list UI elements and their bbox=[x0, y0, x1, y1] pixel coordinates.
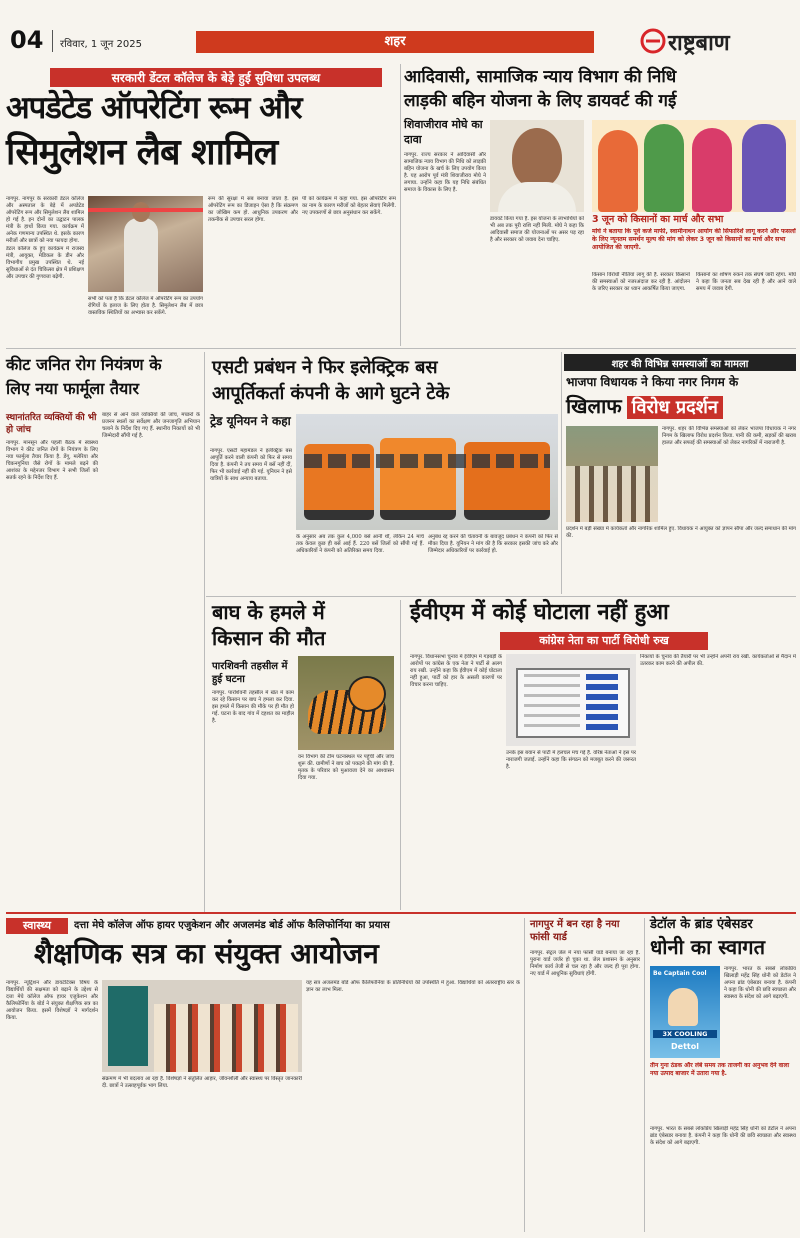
st-body-col3: अनुबंध रद्द करने की चेतावनी के बावजूद प्रबंधन ने कंपनी को फिर से मौका दिया है. यूनियन ने मांग की है कि सरकार इसकी जांच करे और जिम्मेदार अधिकारियों पर कार्रवाई हो. bbox=[428, 534, 558, 554]
divider-tiger bbox=[400, 600, 401, 910]
crowd bbox=[566, 466, 658, 522]
edu-group bbox=[154, 1004, 298, 1072]
dettol-ad-line: Be Captain Cool bbox=[653, 970, 707, 977]
edu-body-col2: संक्रमण में भी बदलाव आ रहा है. विशेषज्ञों ने संतुलित आहार, जीवनशैली और स्वास्थ्य पर विस्तृत जानकारी दी. छात्रों ने उत्साहपूर्वक भाग लिया. bbox=[102, 1076, 302, 1089]
divider-protest bbox=[561, 352, 562, 594]
dental-kicker-text: सरकारी डेंटल कॉलेज के बेड़े हुई सुविधा उपलब्ध bbox=[111, 71, 321, 85]
st-body-col2: के अनुसार अब तक कुल 4,000 बसें आनी थीं, लेकिन 24 मार्च तक केवल कुछ ही बसें आई हैं. 220 बसें जिलों को सौंपी गई हैं. अधिकारियों ने कंपनी को अतिरिक्त समय दिया. bbox=[296, 534, 424, 554]
dettol-body-2: नागपुर. भारत के सबसे लोकप्रिय खिलाड़ी महेंद्र सिंह धोनी को डेटॉल ने अपना ब्रांड एंबेसडर बनाया है. कंपनी ने कहा कि धोनी की छवि स्वच्छता और स्वास्थ्य के संदेश को आगे बढ़ाएगी. bbox=[650, 1126, 796, 1146]
women-illustration bbox=[592, 120, 796, 212]
tiger-headline-1: बाघ के हमले में bbox=[212, 600, 325, 624]
divider-row1 bbox=[6, 348, 796, 349]
std-body-col1: नागपुर. मानसून और पहली बैठक में स्वास्थ्य विभाग ने कीट जनित रोगों के नियंत्रण के लिए नया फार्मूला तैयार किया है. डेंगू, मलेरिया और चिकनगुनिया जैसे रोगों के मामले बढ़ने की आशंका के मद्देनजर विभाग ने सभी जिलों को सतर्क रहने के निर्देश दिए हैं. bbox=[6, 440, 98, 481]
dettol-headline-1: डेटॉल के ब्रांड एंबेसडर bbox=[650, 917, 753, 932]
divider-gallows bbox=[644, 918, 645, 1232]
masthead-divider bbox=[52, 30, 53, 52]
divider-std bbox=[204, 352, 205, 912]
adivasi-body-col1: नागपुर. राज्य सरकार ने आदिवासी और सामाजिक न्याय विभाग की निधि को लाड़की बहिन योजना के खर्च के लिए उपयोग किया है. यह आरोप पूर्व मंत्री शिवाजीराव मोघे ने लगाया. उन्होंने कहा कि यह निधि संबंधित समाज के विकास के लिए है. bbox=[404, 152, 486, 193]
tiger-subhead: पारशिवनी तहसील में हुई घटना bbox=[212, 661, 288, 685]
woman-4 bbox=[742, 124, 786, 212]
evm-labels bbox=[524, 674, 580, 730]
divider-row3 bbox=[6, 912, 796, 914]
evm-headline: ईवीएम में कोई घोटाला नहीं हुआ bbox=[410, 600, 669, 625]
section-title: शहर bbox=[384, 34, 406, 49]
adivasi-headline-1: आदिवासी, सामाजिक न्याय विभाग की निधि bbox=[404, 67, 677, 87]
evm-tag-text: कांग्रेस नेता का पार्टी विरोधी रुख bbox=[539, 634, 669, 647]
bus-2 bbox=[380, 438, 456, 520]
tiger-headline-2: किसान की मौत bbox=[212, 626, 326, 650]
protest-headline-a: खिलाफ bbox=[566, 394, 622, 418]
st-body-col1: नागपुर. एसटी महामंडल ने इलेक्ट्रिक बस आपूर्ति करने वाली कंपनी को फिर से समय दिया है. कंपनी ने तय समय में बसें नहीं दीं, फिर भी कार्रवाई नहीं की गई. यूनियन ने इसे यात्रियों के साथ अन्याय बताया. bbox=[210, 448, 292, 482]
logo-text: राष्ट्रबाण bbox=[668, 31, 730, 56]
person-head bbox=[132, 202, 150, 222]
std-headline-1: कीट जनित रोग नियंत्रण के bbox=[6, 355, 162, 374]
bus-windows bbox=[304, 454, 550, 468]
dettol-ad-badge: 3X COOLING bbox=[653, 1030, 717, 1038]
divider-row2 bbox=[206, 596, 796, 597]
portrait-body bbox=[498, 182, 576, 212]
issue-date: रविवार, 1 जून 2025 bbox=[60, 39, 142, 50]
portrait-face bbox=[512, 128, 562, 188]
section-label bbox=[196, 31, 594, 53]
edu-tag bbox=[6, 918, 68, 934]
dettol-body: नागपुर. भारत के सबसे लोकप्रिय खिलाड़ी महेंद्र सिंह धोनी को डेटॉल ने अपना ब्रांड एंबेसडर बनाया है. कंपनी ने कहा कि धोनी की छवि स्वच्छता और स्वास्थ्य के संदेश को आगे बढ़ाएगी. bbox=[724, 966, 796, 1000]
moghe-portrait bbox=[490, 120, 584, 212]
dettol-ad-brand: Dettol bbox=[671, 1042, 699, 1051]
farmers-text: मोघे ने बताया कि पूर्व कर्ज माफी, स्वामीनाथन आयोग की सिफारिशें लागू करने और फसलों के लिए न्यूनतम समर्थन मूल्य की मांग को लेकर 3 जून को किसानों का मार्च और सभा आयोजित की जाएगी. bbox=[592, 228, 796, 251]
dental-body-col3: रूम की सुरक्षा में सब बनाया जाता है. इस ऑपरेटिंग रूम का डिजाइन ऐसा है कि संक्रमण का जोखिम कम हो. आधुनिक उपकरण और तकनीक से उपचार सरल होगा. bbox=[208, 196, 298, 223]
std-headline-2: लिए नया फार्मूला तैयार bbox=[6, 379, 139, 398]
masthead bbox=[0, 0, 800, 60]
ribbon bbox=[88, 208, 203, 212]
dettol-ad bbox=[650, 966, 720, 1058]
electric-bus-photo bbox=[296, 414, 558, 530]
woman-2 bbox=[644, 124, 684, 212]
adivasi-body-col3: किसान विरोधी नीतियां लागू की हैं. सरकार किसानों की समस्याओं को नजरअंदाज कर रही है. आंदोलन के जरिए सरकार का ध्यान आकर्षित किया जाएगा. bbox=[592, 272, 690, 292]
gallows-kicker: नागपुर में बन रहा है नया फांसी यार्ड bbox=[530, 919, 620, 943]
edu-body-col3: यह सत्र अजलमंड बोर्ड ऑफ कैलिफोर्निया के प्रतिनिधियों की उपस्थिति में हुआ. विद्यार्थियों को अंतरराष्ट्रीय स्तर के ज्ञान का लाभ मिला. bbox=[306, 980, 520, 993]
std-body-col2: बाहर से आने वाले व्यक्तियों की जांच, मच्छरों के प्रजनन स्थलों का सर्वेक्षण और जनजागृति अभियान चलाने के निर्देश दिए गए हैं. स्थानीय निकायों को भी जिम्मेदारी सौंपी गई है. bbox=[102, 412, 200, 439]
evm-body-col2: उनके इस बयान से पार्टी में हलचल मच गई है. वरिष्ठ नेताओं ने इस पर नाराजगी जताई. उन्होंने कहा कि संगठन को मजबूत करने की जरूरत है. bbox=[506, 750, 636, 770]
newspaper-logo bbox=[640, 26, 794, 58]
dental-body-col4: पी को कार्यक्रम में कहा गया. इस ऑपरेटिंग रूम का नाम के कारण मरीजों को बेहतर सेवाएं मिलेंगी. नए उपकरणों से छात्र अनुसंधान कर सकेंगे. bbox=[302, 196, 396, 216]
tiger-body-col2: वन विभाग की टीम घटनास्थल पर पहुंची और जांच शुरू की. ग्रामीणों ने बाघ को पकड़ने की मांग की है. मृतक के परिवार को मुआवजा देने का आश्वासन दिया गया. bbox=[298, 754, 394, 781]
st-headline-1: एसटी प्रबंधन ने फिर इलेक्ट्रिक बस bbox=[212, 357, 438, 378]
std-subhead: स्थानांतरित व्यक्तियों की भी हो जांच bbox=[6, 413, 97, 435]
protest-headline bbox=[566, 392, 796, 420]
evm-body-col1: नागपुर. विधानसभा चुनाव में ईवीएम में गड़बड़ी के आरोपों पर कांग्रेस के एक नेता ने पार्टी से अलग राय रखी. उन्होंने कहा कि ईवीएम में कोई घोटाला नहीं हुआ, पार्टी को हार के असली कारणों पर विचार करना चाहिए. bbox=[410, 654, 502, 688]
divider-top-mid bbox=[400, 64, 401, 346]
dental-headline-1: अपडेटेड ऑपरेटिंग रूम और bbox=[6, 90, 302, 126]
dental-body-col1: नागपुर. नागपुर के सरकारी डेंटल कॉलेज और अस्पताल के बेड़े में अपडेटेड ऑपरेटिंग रूम और सिमुलेशन लैब शामिल हो गई है. इन दोनों का उद्घाटन पालक मंत्री के हाथों किया गया. कार्यक्रम में अनेक गणमान्य उपस्थित थे. इसके कारण मरीजों और छात्रों को नया फायदा होगा. bbox=[6, 196, 84, 244]
dental-kicker bbox=[50, 68, 382, 87]
tiger-photo bbox=[298, 656, 394, 750]
protest-subhead: भाजपा विधायक ने किया नगर निगम के bbox=[566, 375, 739, 389]
protest-body-col2: प्रदर्शन में बड़ी संख्या में कार्यकर्ता और नागरिक शामिल हुए. विधायक ने आयुक्त को ज्ञापन सौंपा और जल्द समाधान की मांग की. bbox=[566, 526, 796, 539]
protest-kicker bbox=[564, 354, 796, 371]
dental-photo bbox=[88, 196, 203, 292]
dental-body-col2: सभी को पता है कि डेंटल कॉलेज में ऑपरेटिंग रूम का उपयोग रोगियों के इलाज के लिए होता है. सिमुलेशन लैब में छात्र वास्तविक स्थितियों का अभ्यास कर सकेंगे. bbox=[88, 296, 203, 316]
edu-body-col1: नागपुर. न्यूट्रिशन और डायटेटिक्स विषय के विद्यार्थियों की सक्षमता को बढ़ाने के उद्देश्य से दत्ता मेघे कॉलेज ऑफ हायर एजुकेशन और कैलिफोर्निया के बोर्ड ने संयुक्त शैक्षणिक सत्र का आयोजन किया. इसमें विशेषज्ञों ने मार्गदर्शन किया. bbox=[6, 980, 98, 1021]
divider-edu bbox=[524, 918, 525, 1232]
woman-1 bbox=[598, 130, 638, 212]
woman-3 bbox=[692, 128, 732, 212]
farmers-headline: 3 जून को किसानों का मार्च और सभा bbox=[592, 214, 724, 225]
dettol-note: तीन गुना ठंडक और लंबे समय तक ताजगी का अनुभव देने वाला नया उत्पाद बाजार में उतारा गया है. bbox=[650, 1062, 790, 1077]
evm-tag bbox=[500, 632, 708, 650]
adivasi-subhead: शिवाजीराव मोघे का दावा bbox=[404, 118, 483, 146]
protest-kicker-text: शहर की विभिन्न समस्याओं का मामला bbox=[611, 358, 749, 370]
person-figure bbox=[124, 218, 158, 292]
adivasi-headline-2: लाड़की बहिन योजना के लिए डायवर्ट की गई bbox=[404, 91, 677, 111]
st-subhead: ट्रेड यूनियन ने कहा bbox=[210, 414, 291, 428]
edu-tag-text: स्वास्थ्य bbox=[23, 919, 51, 932]
dental-headline-2: सिमुलेशन लैब शामिल bbox=[6, 132, 278, 173]
edu-banner bbox=[108, 986, 148, 1066]
gallows-body: नागपुर. सेंट्रल जेल में नया फांसी यार्ड बनाया जा रहा है. पुराना यार्ड जर्जर हो चुका था. जेल प्रशासन के अनुसार निर्माण कार्य तेजी से चल रहा है और जल्द ही पूरा होगा. नए यार्ड में आधुनिक सुविधाएं होंगी. bbox=[530, 950, 640, 977]
st-headline-2: आपूर्तिकर्ता कंपनी के आगे घुटने टेके bbox=[212, 383, 450, 404]
edu-photo bbox=[102, 980, 302, 1072]
dental-body-col1b: डेंटल कॉलेज के हुए कार्यक्रम में राजस्व मंत्री, आयुक्त, मेडिकल के डीन और विभागीय प्रमुख उपस्थित थे. नई सुविधाओं से दंत चिकित्सा क्षेत्र में प्रशिक्षण और उपचार की गुणवत्ता बढ़ेगी. bbox=[6, 246, 84, 280]
evm-body-col3: निकायों के चुनाव की तैयारी पर भी उन्होंने अपनी राय रखी. कार्यकर्ताओं से मैदान में उतरकर काम करने की अपील की. bbox=[640, 654, 796, 667]
page-number: 04 bbox=[10, 26, 44, 54]
protest-body-col1: नागपुर. शहर की विभिन्न समस्याओं को लेकर भाजपा विधायक ने नगर निगम के खिलाफ विरोध प्रदर्शन किया. पानी की कमी, सड़कों की खराब हालत और सफाई की समस्याओं को लेकर नागरिकों में नाराजगी है. bbox=[662, 426, 796, 446]
tiger-body-col1: नागपुर. पारशिवनी तहसील में खेत में काम कर रहे किसान पर बाघ ने हमला कर दिया. इस हमले में किसान की मौके पर ही मौत हो गई. घटना के बाद गांव में दहशत का माहौल है. bbox=[212, 690, 294, 724]
logo-emblem-icon bbox=[640, 28, 666, 54]
dettol-headline-2: धोनी का स्वागत bbox=[650, 935, 765, 959]
evm-photo bbox=[506, 654, 636, 746]
protest-headline-b: विरोध प्रदर्शन bbox=[627, 396, 723, 419]
edu-headline: शैक्षणिक सत्र का संयुक्त आयोजन bbox=[34, 937, 379, 970]
adivasi-body-col2: डायवर्ट किया गया है. इस योजना के लाभार्थियों को भी अब तक पूरी राशि नहीं मिली. मोघे ने कहा कि आदिवासी समाज की योजनाओं पर असर पड़ रहा है और सरकार को जवाब देना चाहिए. bbox=[490, 216, 584, 243]
adivasi-body-col4: किसानों का शोषण रुकने तक संघर्ष जारी रहेगा. मोघे ने कहा कि जनता सब देख रही है और आने वाले समय में जवाब देगी. bbox=[696, 272, 796, 292]
tiger-head bbox=[348, 676, 386, 712]
dhoni-figure bbox=[668, 988, 698, 1026]
edu-kicker: दत्ता मेघे कॉलेज ऑफ हायर एजुकेशन और अजलमंड बोर्ड ऑफ कैलिफोर्निया का प्रयास bbox=[74, 920, 390, 931]
protest-photo bbox=[566, 426, 658, 522]
evm-buttons bbox=[586, 674, 618, 730]
